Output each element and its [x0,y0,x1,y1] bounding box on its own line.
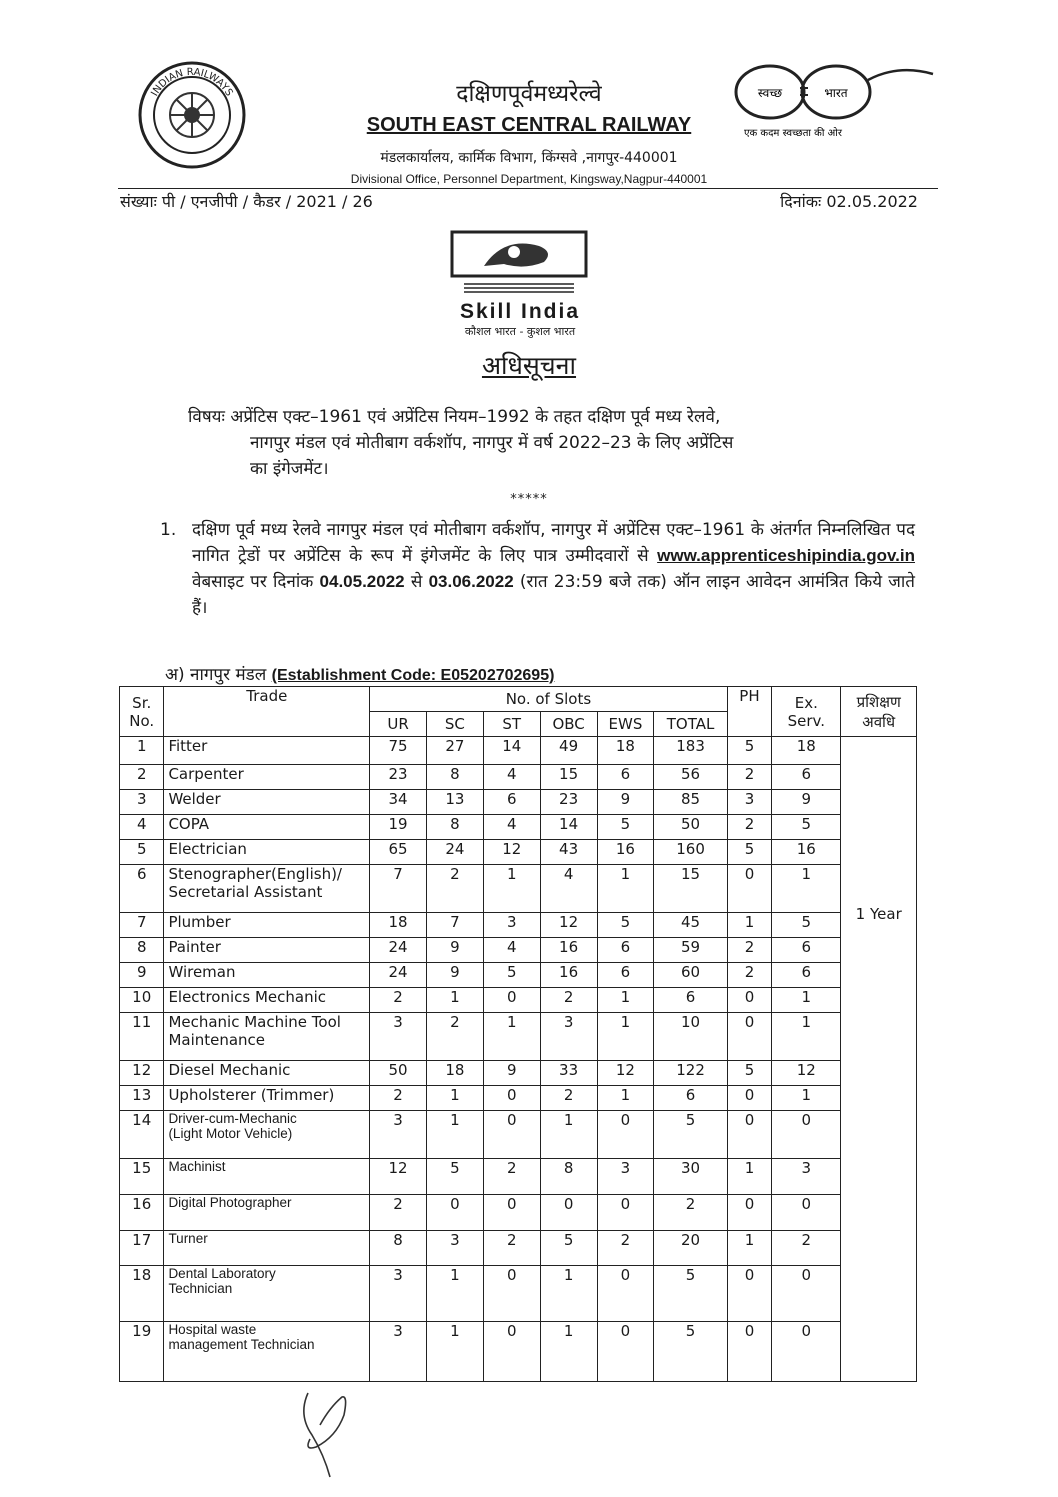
cell-st: 5 [483,963,540,988]
cell-trade [164,840,370,865]
cell-sr: 17 [120,1231,164,1266]
cell-total: 5 [654,1322,727,1382]
reference-number: संख्याः पी / एनजीपी / कैडर / 2021 / 26 [120,192,373,211]
cell-ur: 2 [370,1086,427,1111]
cell-sr: 3 [120,790,164,815]
cell-sr: 12 [120,1061,164,1086]
cell-ex: 6 [772,938,841,963]
cell-sc: 5 [426,1159,483,1195]
end-date: 03.06.2022 [428,572,514,591]
cell-obc: 4 [540,865,597,913]
cell-trade [164,1266,370,1322]
cell-total: 60 [654,963,727,988]
cell-total: 2 [654,1195,727,1231]
cell-sr: 7 [120,913,164,938]
cell-st: 14 [483,737,540,765]
cell-st: 4 [483,815,540,840]
notice-date: दिनांकः 02.05.2022 [780,192,918,211]
cell-ews: 9 [597,790,654,815]
cell-ews: 16 [597,840,654,865]
cell-ph: 0 [727,988,771,1013]
cell-st: 1 [483,865,540,913]
cell-ph: 0 [727,865,771,913]
cell-sr: 4 [120,815,164,840]
cell-sr: 14 [120,1111,164,1159]
header-obc: OBC [540,712,597,737]
cell-trade [164,737,370,765]
cell-ph: 0 [727,1195,771,1231]
cell-total: 5 [654,1266,727,1322]
cell-sc: 1 [426,1322,483,1382]
cell-sr: 9 [120,963,164,988]
cell-sc: 13 [426,790,483,815]
cell-obc: 3 [540,1013,597,1061]
trade-name-line-2: (Light Motor Vehicle) [168,1126,293,1141]
cell-ex: 9 [772,790,841,815]
table-row [120,1322,917,1382]
cell-sc: 1 [426,1266,483,1322]
trade-name: Turner [168,1231,208,1246]
cell-ph: 1 [727,913,771,938]
cell-ews: 18 [597,737,654,765]
trade-name: Painter [168,938,221,956]
trade-name: Dental Laboratory [168,1266,276,1281]
cell-st: 9 [483,1061,540,1086]
cell-ur: 3 [370,1111,427,1159]
cell-ex: 18 [772,737,841,765]
swachh-bharat-logo [728,62,938,142]
cell-obc: 1 [540,1266,597,1322]
trade-name: Electrician [168,840,247,858]
cell-st: 12 [483,840,540,865]
cell-ews: 3 [597,1159,654,1195]
cell-sc: 0 [426,1195,483,1231]
cell-ur: 34 [370,790,427,815]
subject-line-2: नागपुर मंडल एवं मोतीबाग वर्कशॉप, नागपुर में वर्ष 2022–23 के लिए अप्रेंटिस [250,433,734,453]
cell-sr: 16 [120,1195,164,1231]
establishment-code: (Establishment Code: E05202702695) [271,667,555,684]
cell-obc: 14 [540,815,597,840]
org-name-english: SOUTH EAST CENTRAL RAILWAY [366,114,692,136]
cell-total: 50 [654,815,727,840]
cell-trade [164,790,370,815]
cell-ur: 8 [370,1231,427,1266]
cell-trade [164,1231,370,1266]
cell-obc: 1 [540,1322,597,1382]
table-row [120,1266,917,1322]
cell-obc: 5 [540,1231,597,1266]
cell-ph: 2 [727,938,771,963]
skill-india-subtitle: कौशल भारत - कुशल भारत [464,325,576,338]
cell-ex: 16 [772,840,841,865]
cell-total: 183 [654,737,727,765]
cell-ph: 3 [727,790,771,815]
cell-ews: 0 [597,1111,654,1159]
cell-trade [164,1159,370,1195]
paragraph-text-2: वेबसाइट पर दिनांक [192,572,320,592]
cell-total: 59 [654,938,727,963]
cell-st: 0 [483,1111,540,1159]
cell-st: 3 [483,913,540,938]
section-a-label: अ) नागपुर मंडल [165,665,272,685]
cell-sc: 8 [426,765,483,790]
trade-name: Hospital waste [168,1322,257,1337]
cell-ph: 0 [727,1086,771,1111]
cell-total: 6 [654,988,727,1013]
trade-name: Welder [168,790,221,808]
cell-st: 0 [483,988,540,1013]
cell-sr: 6 [120,865,164,913]
cell-ph: 0 [727,1111,771,1159]
paragraph-text-3: से [404,572,429,592]
cell-ph: 5 [727,840,771,865]
cell-ur: 12 [370,1159,427,1195]
paragraph-1 [160,517,915,621]
cell-ews: 1 [597,1086,654,1111]
table-row [120,790,917,815]
cell-sc: 2 [426,865,483,913]
cell-ur: 2 [370,988,427,1013]
org-name-hindi: दक्षिणपूर्वमध्यरेल्वे [456,81,602,107]
cell-trade [164,938,370,963]
header-ex-serv: Ex. Serv. [772,687,841,737]
cell-ews: 0 [597,1266,654,1322]
table-row [120,1061,917,1086]
cell-st: 4 [483,938,540,963]
cell-ur: 3 [370,1266,427,1322]
cell-obc: 1 [540,1111,597,1159]
cell-ur: 18 [370,913,427,938]
header-duration: प्रशिक्षण अवधि [841,687,917,737]
cell-sr: 2 [120,765,164,790]
trade-name: Wireman [168,963,236,981]
cell-st: 0 [483,1195,540,1231]
trade-name-line-2: Maintenance [168,1031,266,1049]
apprentice-slots-table [119,686,917,1382]
trade-name: Upholsterer (Trimmer) [168,1086,335,1104]
cell-total: 10 [654,1013,727,1061]
cell-obc: 33 [540,1061,597,1086]
subject-block [188,404,918,482]
cell-ex: 0 [772,1322,841,1382]
notification-title: अधिसूचना [481,351,577,380]
cell-ex: 3 [772,1159,841,1195]
header-st: ST [483,712,540,737]
seal-text: INDIAN RAILWAYS [149,66,235,99]
cell-ex: 0 [772,1195,841,1231]
cell-ews: 6 [597,938,654,963]
cell-ur: 3 [370,1322,427,1382]
trade-name: Stenographer(English)/ [168,865,342,883]
trade-name: Electronics Mechanic [168,988,326,1006]
cell-ph: 5 [727,1061,771,1086]
cell-st: 0 [483,1266,540,1322]
cell-trade [164,815,370,840]
cell-ph: 0 [727,1266,771,1322]
cell-trade [164,1061,370,1086]
cell-ex: 1 [772,865,841,913]
table-row [120,840,917,865]
subject-line-3: का इंगेजमेंट। [250,459,329,479]
cell-ph: 1 [727,1159,771,1195]
cell-st: 4 [483,765,540,790]
cell-ews: 12 [597,1061,654,1086]
cell-sr: 19 [120,1322,164,1382]
subject-line-1: विषयः अप्रेंटिस एक्ट–1961 एवं अप्रेंटिस नियम–1992 के तहत दक्षिण पूर्व मध्य रेलवे, [188,407,721,427]
paragraph-text-1: दक्षिण पूर्व मध्य रेलवे नागपुर मंडल एवं मोतीबाग वर्कशॉप, नागपुर में अप्रेंटिस एक्ट–1961 के अंतर्गत निम्नलिखित पद नागित ट्रेडों पर अप्रेंटिस के रूप में इंगेजमेंट के लिए पात्र उम्मीदवारों से [192,520,915,566]
cell-ur: 75 [370,737,427,765]
cell-sc: 9 [426,938,483,963]
cell-ex: 5 [772,913,841,938]
cell-ur: 2 [370,1195,427,1231]
table-row [120,1195,917,1231]
cell-ex: 12 [772,1061,841,1086]
cell-obc: 16 [540,938,597,963]
cell-obc: 2 [540,1086,597,1111]
cell-obc: 49 [540,737,597,765]
cell-sc: 1 [426,1111,483,1159]
cell-ews: 2 [597,1231,654,1266]
apprenticeship-website-link[interactable]: www.apprenticeshipindia.gov.in [657,546,915,565]
cell-ph: 0 [727,1322,771,1382]
signature-mark [290,1385,360,1480]
cell-ews: 0 [597,1195,654,1231]
cell-ex: 6 [772,765,841,790]
cell-obc: 12 [540,913,597,938]
cell-st: 0 [483,1322,540,1382]
table-row [120,1086,917,1111]
table-row [120,1231,917,1266]
table-row [120,1159,917,1195]
cell-ur: 24 [370,963,427,988]
cell-sc: 18 [426,1061,483,1086]
cell-sr: 5 [120,840,164,865]
cell-sc: 24 [426,840,483,865]
cell-obc: 8 [540,1159,597,1195]
cell-ph: 2 [727,963,771,988]
cell-ex: 1 [772,1086,841,1111]
header-ews: EWS [597,712,654,737]
cell-ews: 1 [597,988,654,1013]
cell-ph: 1 [727,1231,771,1266]
address-english: Divisional Office, Personnel Department, Kingsway,Nagpur-440001 [350,172,708,186]
trade-name: Diesel Mechanic [168,1061,291,1079]
trade-name: Machinist [168,1159,226,1174]
table-row [120,938,917,963]
section-a-heading [165,662,554,685]
cell-trade [164,1195,370,1231]
header-sr: Sr. No. [120,687,164,737]
cell-trade [164,865,370,913]
cell-sr: 15 [120,1159,164,1195]
paragraph-number: 1. [160,520,177,540]
trade-name-line-2: management Technician [168,1337,315,1352]
cell-total: 20 [654,1231,727,1266]
trade-name: COPA [168,815,210,833]
table-row [120,1111,917,1159]
trade-name: Plumber [168,913,231,931]
trade-name: Carpenter [168,765,244,783]
header-sc: SC [426,712,483,737]
table-row [120,815,917,840]
cell-total: 5 [654,1111,727,1159]
cell-ur: 65 [370,840,427,865]
cell-ews: 1 [597,865,654,913]
cell-ph: 2 [727,765,771,790]
cell-ur: 50 [370,1061,427,1086]
cell-st: 6 [483,790,540,815]
cell-total: 122 [654,1061,727,1086]
cell-sc: 2 [426,1013,483,1061]
cell-sc: 7 [426,913,483,938]
cell-ews: 0 [597,1322,654,1382]
trade-name-line-2: Technician [168,1281,233,1296]
cell-ur: 19 [370,815,427,840]
cell-trade [164,1322,370,1382]
cell-sr: 13 [120,1086,164,1111]
cell-total: 30 [654,1159,727,1195]
table-row [120,765,917,790]
table-row [120,1013,917,1061]
table-row [120,737,917,765]
cell-trade [164,1086,370,1111]
header-divider [118,188,938,189]
cell-ews: 5 [597,913,654,938]
cell-ex: 5 [772,815,841,840]
cell-ews: 1 [597,1013,654,1061]
cell-total: 15 [654,865,727,913]
header-total: TOTAL [654,712,727,737]
cell-trade [164,1013,370,1061]
cell-total: 160 [654,840,727,865]
cell-sc: 8 [426,815,483,840]
cell-sc: 27 [426,737,483,765]
cell-ex: 0 [772,1266,841,1322]
cell-ex: 1 [772,988,841,1013]
cell-ph: 5 [727,737,771,765]
trade-name: Mechanic Machine Tool [168,1013,341,1031]
cell-ex: 0 [772,1111,841,1159]
cell-sc: 1 [426,1086,483,1111]
cell-st: 0 [483,1086,540,1111]
cell-duration: 1 Year [841,737,917,1382]
trade-name: Driver-cum-Mechanic [168,1111,297,1126]
cell-ews: 5 [597,815,654,840]
cell-ph: 2 [727,815,771,840]
header-ur: UR [370,712,427,737]
cell-trade [164,913,370,938]
swachh-tagline: एक कदम स्वच्छता की ओर [744,128,842,139]
cell-ur: 23 [370,765,427,790]
cell-st: 2 [483,1159,540,1195]
cell-ur: 24 [370,938,427,963]
bharat-text: भारत [824,86,848,100]
cell-trade [164,963,370,988]
cell-st: 2 [483,1231,540,1266]
cell-sr: 18 [120,1266,164,1322]
cell-ur: 7 [370,865,427,913]
swachh-text: स्वच्छ [757,86,783,100]
table-row [120,988,917,1013]
cell-obc: 0 [540,1195,597,1231]
cell-ex: 1 [772,1013,841,1061]
cell-sr: 11 [120,1013,164,1061]
cell-sc: 1 [426,988,483,1013]
cell-sr: 1 [120,737,164,765]
cell-obc: 16 [540,963,597,988]
cell-total: 56 [654,765,727,790]
separator-stars: ***** [510,492,548,507]
cell-obc: 43 [540,840,597,865]
cell-total: 85 [654,790,727,815]
header-ph: PH [727,687,771,737]
start-date: 04.05.2022 [319,572,405,591]
cell-trade [164,765,370,790]
address-hindi: मंडलकार्यालय, कार्मिक विभाग, किंग्सवे ,नागपुर-440001 [380,150,678,166]
table-row [120,913,917,938]
trade-name: Digital Photographer [168,1195,292,1210]
cell-ur: 3 [370,1013,427,1061]
cell-ex: 6 [772,963,841,988]
cell-sr: 10 [120,988,164,1013]
trade-name: Fitter [168,737,208,755]
cell-st: 1 [483,1013,540,1061]
cell-sr: 8 [120,938,164,963]
skill-india-title: Skill India [459,300,581,323]
cell-obc: 2 [540,988,597,1013]
cell-ews: 6 [597,765,654,790]
cell-sc: 3 [426,1231,483,1266]
trade-name-line-2: Secretarial Assistant [168,883,323,901]
cell-ph: 0 [727,1013,771,1061]
cell-total: 45 [654,913,727,938]
header-slots: No. of Slots [370,687,728,712]
paragraph-text-4: (रात 23:59 बजे तक) ऑन लाइन आवेदन आमंत्रित किये जाते हैं। [192,572,915,618]
cell-ews: 6 [597,963,654,988]
table-row [120,865,917,913]
cell-total: 6 [654,1086,727,1111]
cell-obc: 23 [540,790,597,815]
cell-ex: 2 [772,1231,841,1266]
cell-trade [164,1111,370,1159]
cell-sc: 9 [426,963,483,988]
cell-trade [164,988,370,1013]
header-trade: Trade [164,687,370,737]
table-row [120,963,917,988]
cell-obc: 15 [540,765,597,790]
